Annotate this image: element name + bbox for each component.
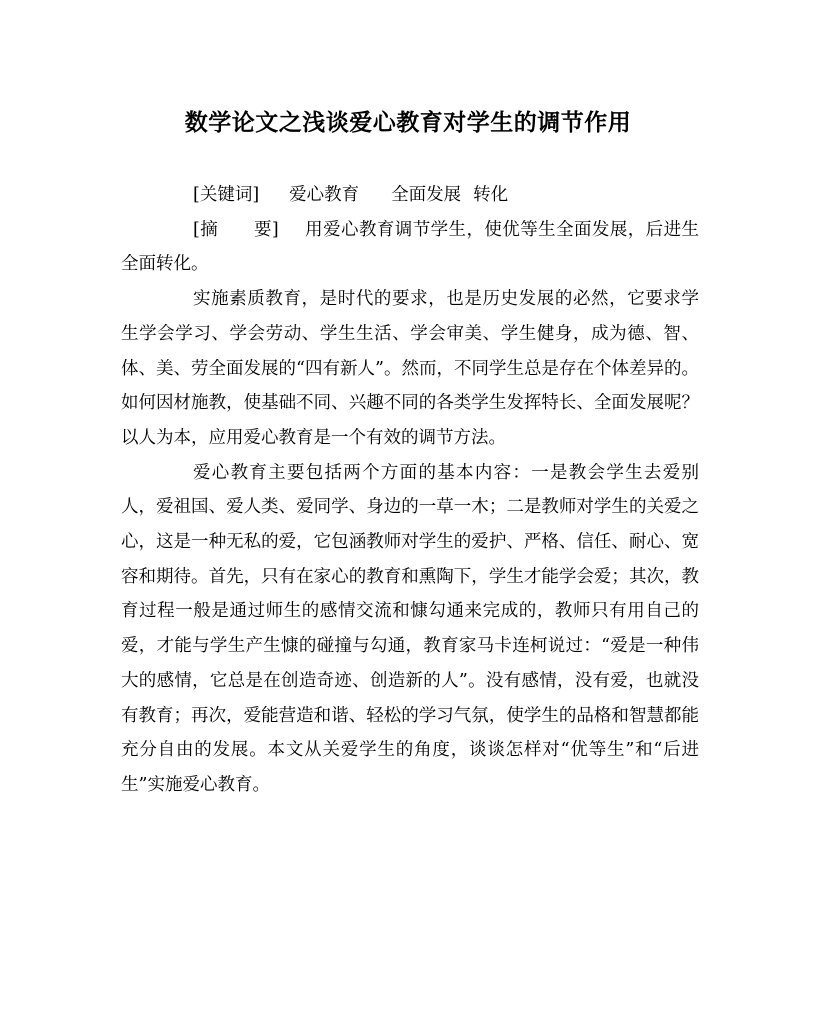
document-title: 数学论文之浅谈爱心教育对学生的调节作用 (184, 109, 632, 136)
keyword-item: 转化 (473, 185, 509, 205)
abstract-line (121, 213, 699, 282)
body-paragraph: 实施素质教育，是时代的要求，也是历史发展的必然，它要求学生学会学习、学会劳动、学生生活、学会审美、学生健身，成为德、智、体、美、劳全面发展的“四有新人”。然而，不同学生总是存在个体差异的。如何因材施教，使基础不同、兴趣不同的各类学生发挥特长、全面发展呢？以人为本，应用爱心教育是一个有效的调节方法。 (121, 289, 699, 448)
abstract-label: [摘 要] (193, 219, 279, 240)
keyword-item: 爱心教育 (289, 185, 360, 205)
keywords-label: [关键词] (193, 185, 260, 205)
keywords-line (121, 178, 699, 213)
abstract-text: 用爱心教育调节学生，使优等生全面发展，后进生全面转化。 (121, 219, 700, 275)
document-body (121, 178, 699, 803)
keyword-item: 全面发展 (391, 185, 462, 205)
body-paragraph: 爱心教育主要包括两个方面的基本内容：一是教会学生去爱别人，爱祖国、爱人类、爱同学、身边的一草一木；二是教师对学生的关爱之心，这是一种无私的爱，它包涵教师对学生的爱护、严格、信任、耐心、宽容和期待。首先，只有在家心的教育和熏陶下，学生才能学会爱；其次，教育过程一般是通过师生的感情交流和慷勾通来完成的，教师只有用自己的爱，才能与学生产生慷的碰撞与勾通，教育家马卡连柯说过：“爱是一种伟大的感情，它总是在创造奇迹、创造新的人”。没有感情，没有爱，也就没有教育；再次，爱能营造和谐、轻松的学习气氛，使学生的品格和智慧都能充分自由的发展。本文从关爱学生的角度，谈谈怎样对“优等生”和“后进生”实施爱心教育。 (121, 462, 699, 795)
